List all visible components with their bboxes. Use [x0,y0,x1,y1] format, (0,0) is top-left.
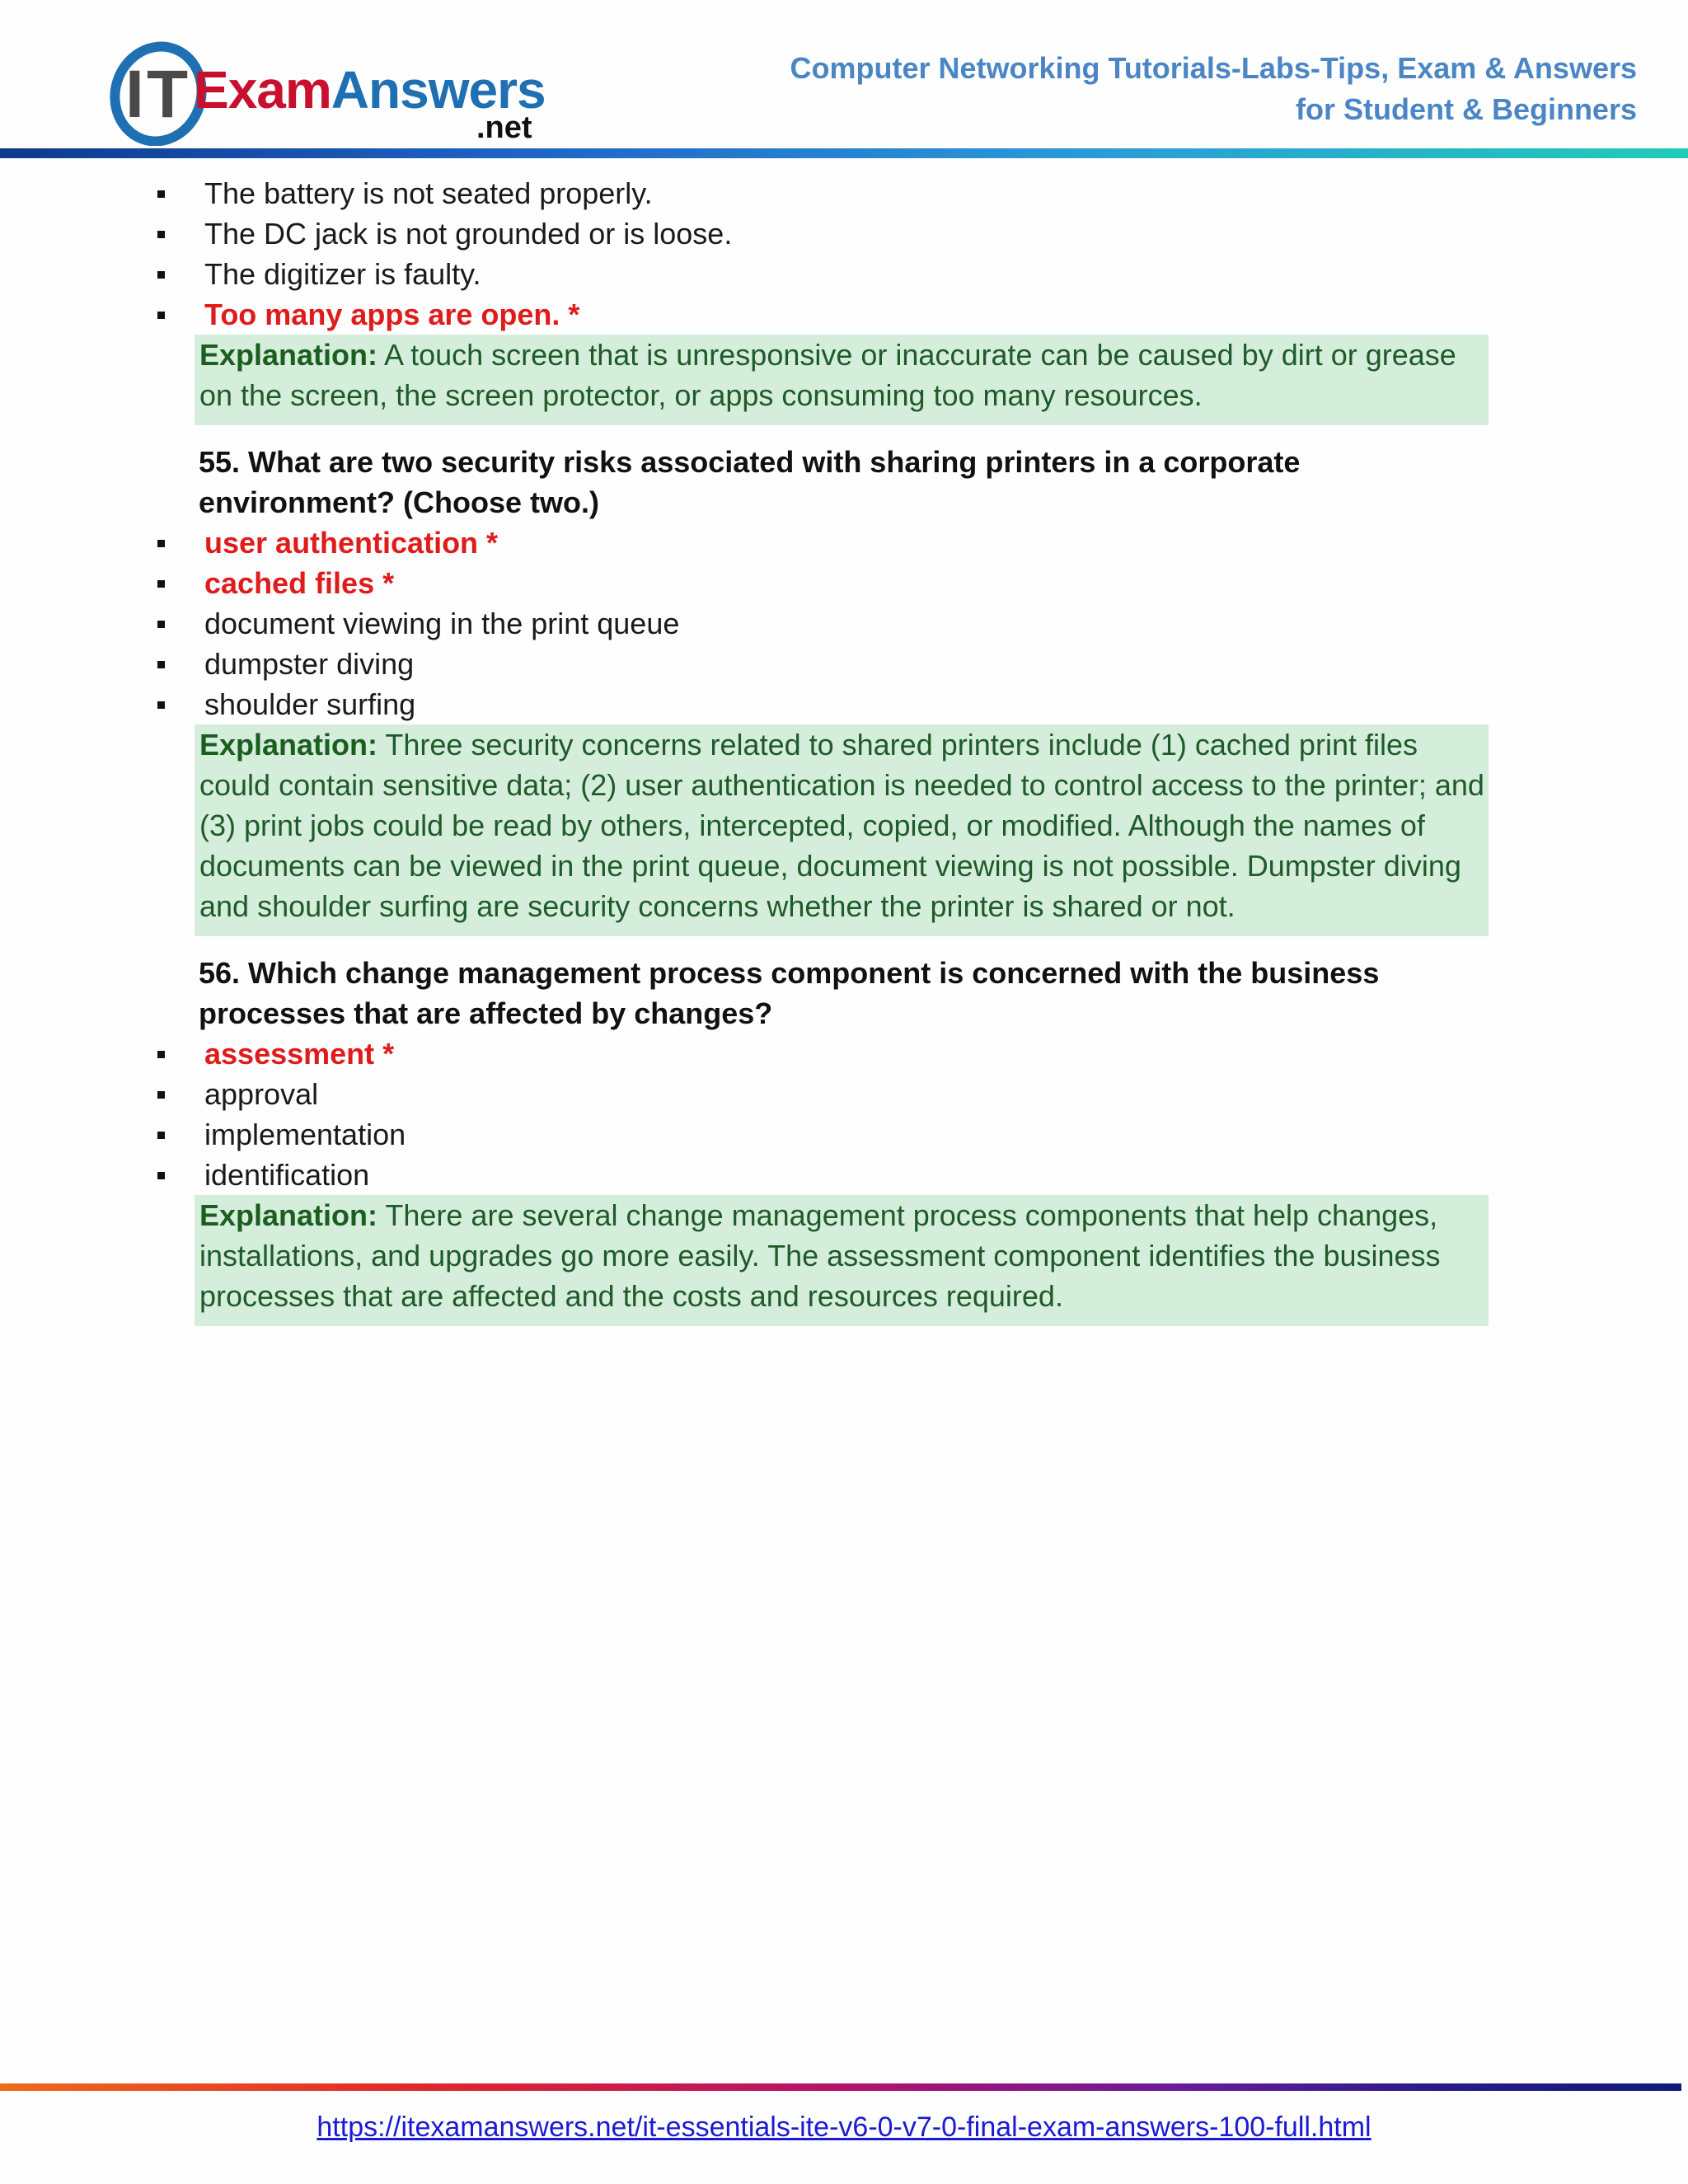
bullet-icon [157,1091,165,1099]
bullet-icon [157,1132,165,1139]
answer-option: approval [0,1074,1688,1114]
bullet-icon [157,1172,165,1179]
footer-divider [0,2083,1681,2091]
explanation-label: Explanation: [199,728,378,762]
correct-answer-option: Too many apps are open. * [0,294,1688,335]
exam-content [0,173,1688,1326]
answer-option: The battery is not seated properly. [0,173,1688,213]
svg-text:T: T [147,57,189,132]
question-text: 55. What are two security risks associated with sharing printers in a corporate environment? (Choose two.) [199,445,1301,519]
correct-answer-option: cached files * [0,563,1688,603]
question-text: 56. Which change management process component is concerned with the business processes that are affected by changes? [199,956,1380,1030]
header-divider [0,148,1688,158]
tagline-line-2: for Student & Beginners [1295,92,1637,126]
explanation-label: Explanation: [199,1198,378,1232]
answer-option: document viewing in the print queue [0,603,1688,644]
answer-option: dumpster diving [0,644,1688,684]
bullet-icon [157,701,165,709]
answer-option: The DC jack is not grounded or is loose. [0,213,1688,254]
answer-option: implementation [0,1114,1688,1155]
bullet-icon [157,540,165,547]
correct-answer-option: user authentication * [0,523,1688,563]
explanation-text: A touch screen that is unresponsive or inaccurate can be caused by dirt or grease on the screen, the screen protector, or apps consuming too many resources. [199,338,1456,412]
answer-option: identification [0,1155,1688,1195]
question-55-block [0,442,1688,936]
answer-option: shoulder surfing [0,684,1688,724]
bullet-icon [157,231,165,238]
explanation-text: Three security concerns related to shared printers include (1) cached print files could contain sensitive data; (2) user authentication is needed to control access to the printer; and (3) print jobs could be read by others, intercepted, copied, or modified. Although the names of documents can be viewed in the print queue, document viewing is not possible. Dumpster diving and shoulder surfing are security concerns whether the printer is shared or not. [199,728,1484,923]
svg-text:I: I [125,57,144,132]
bullet-icon [157,661,165,668]
bullet-icon [157,580,165,588]
question-54-block [0,173,1688,425]
question-56-block [0,953,1688,1326]
explanation-text: There are several change management process components that help changes, installations, and upgrades go more easily. The assessment component identifies the business processes that are affected and the costs and resources required. [199,1198,1441,1313]
tagline-line-1: Computer Networking Tutorials-Labs-Tips, Exam & Answers [790,51,1637,85]
explanation-box [195,724,1489,936]
logo-net: .net [476,110,532,145]
answer-option: The digitizer is faulty. [0,254,1688,294]
bullet-icon [157,190,165,198]
footer-url-link[interactable]: https://itexamanswers.net/it-essentials-ite-v6-0-v7-0-final-exam-answers-100-full.html [316,2111,1372,2143]
bullet-icon [157,312,165,319]
correct-answer-option: assessment * [0,1033,1688,1074]
bullet-icon [157,1051,165,1058]
explanation-box [195,1195,1489,1326]
site-logo[interactable] [107,35,552,146]
site-tagline [790,48,1637,130]
explanation-label: Explanation: [199,338,378,372]
explanation-box [195,335,1489,425]
logo-wordmark: ExamAnswers [194,60,546,120]
bullet-icon [157,621,165,628]
bullet-icon [157,271,165,279]
